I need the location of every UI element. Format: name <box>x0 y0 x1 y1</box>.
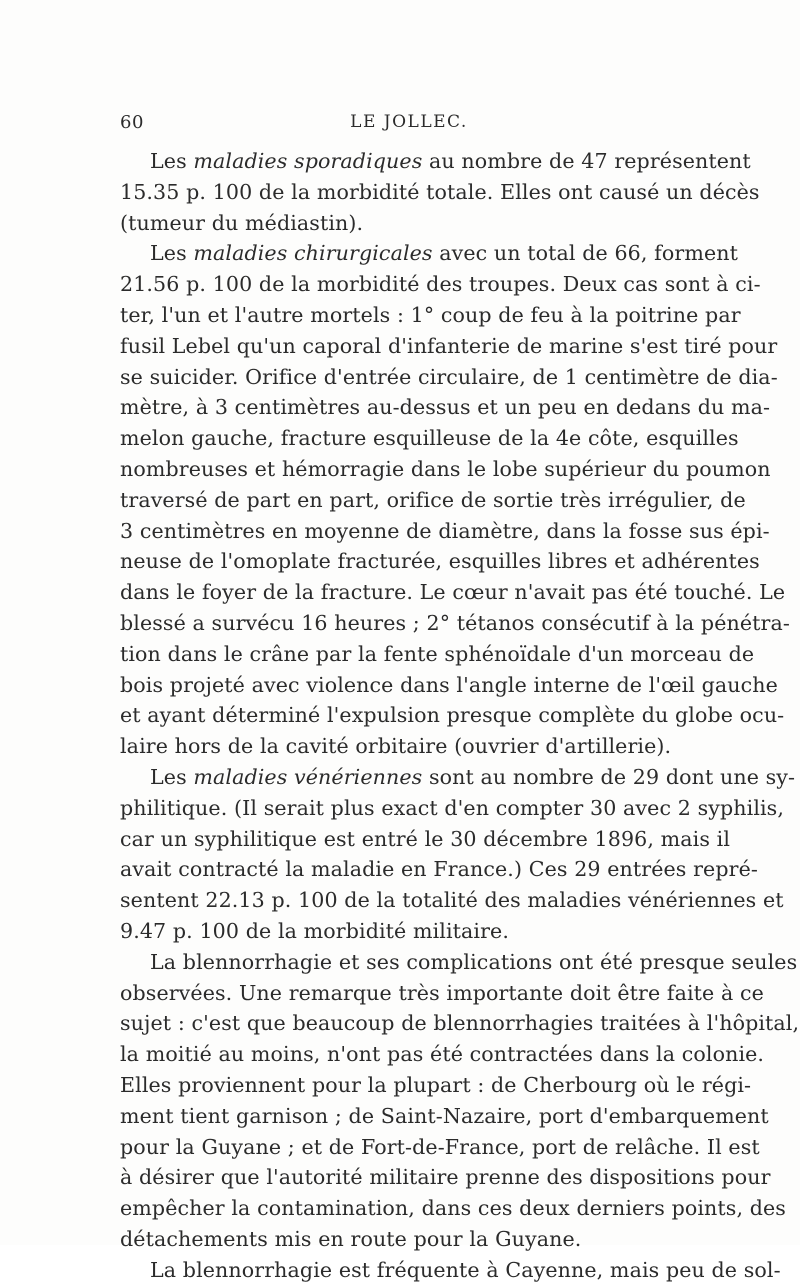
text-line <box>120 1224 698 1255</box>
text-line <box>120 1132 760 1163</box>
text-line <box>120 423 739 454</box>
text-line <box>120 269 761 300</box>
text-line <box>120 1039 765 1070</box>
text-line <box>120 854 758 885</box>
text-segment: blessé a survécu 16 heures ; 2° tétanos consécutif à la pénétra- <box>120 610 790 635</box>
text-line <box>120 454 771 485</box>
text-segment: avec un total de 66, forment <box>432 241 738 266</box>
text-segment: 21.56 p. 100 de la morbidité des troupes. Deux cas sont à ci- <box>120 272 761 297</box>
text-segment: Les <box>150 764 194 789</box>
text-line <box>120 824 731 855</box>
text-line <box>120 700 785 731</box>
text-line <box>120 546 760 577</box>
text-segment: sentent 22.13 p. 100 de la totalité des maladies vénériennes et <box>120 888 784 913</box>
text-segment: sont au nombre de 29 dont une sy- <box>422 764 796 789</box>
text-segment: détachements mis en route pour la Guyane. <box>120 1226 582 1251</box>
text-segment: mètre, à 3 centimètres au-dessus et un peu en dedans du ma- <box>120 395 771 420</box>
text-line <box>120 1101 769 1132</box>
text-line <box>120 1008 800 1039</box>
text-segment: bois projeté avec violence dans l'angle interne de l'œil gauche <box>120 672 778 697</box>
text-line <box>120 608 790 639</box>
text-line <box>120 516 770 547</box>
text-segment: sujet : c'est que beaucoup de blennorrhagies traitées à l'hôpital, <box>120 1011 800 1036</box>
text-line <box>120 793 785 824</box>
body-text <box>120 146 800 1285</box>
text-segment: traversé de part en part, orifice de sortie très irrégulier, de <box>120 487 746 512</box>
text-segment: empêcher la contamination, dans ces deux derniers points, des <box>120 1196 786 1221</box>
text-segment: avait contracté la maladie en France.) Ces 29 entrées repré- <box>120 857 758 882</box>
text-line <box>120 1255 781 1285</box>
text-segment: laire hors de la cavité orbitaire (ouvrier d'artillerie). <box>120 734 672 759</box>
text-segment: Les <box>150 149 194 173</box>
text-line <box>120 762 796 793</box>
page-header <box>120 112 698 136</box>
text-segment: se suicider. Orifice d'entrée circulaire, de 1 centimètre de dia- <box>120 364 778 389</box>
text-line <box>120 978 764 1009</box>
text-segment: tion dans le crâne par la fente sphénoïdale d'un morceau de <box>120 641 755 666</box>
text-segment: la moitié au moins, n'ont pas été contractées dans la colonie. <box>120 1042 765 1067</box>
italic-term: maladies chirurgicales <box>193 241 433 266</box>
text-segment: nombreuses et hémorragie dans le lobe supérieur du poumon <box>120 456 771 481</box>
text-segment: 3 centimètres en moyenne de diamètre, dans la fosse sus épi- <box>120 518 770 543</box>
text-line <box>120 947 798 978</box>
text-line <box>120 731 698 762</box>
text-line <box>120 300 741 331</box>
text-segment: (tumeur du médiastin). <box>120 210 364 235</box>
text-segment: ment tient garnison ; de Saint-Nazaire, port d'embarquement <box>120 1103 769 1128</box>
italic-term: maladies vénériennes <box>193 764 423 789</box>
text-segment: philitique. (Il serait plus exact d'en compter 30 avec 2 syphilis, <box>120 795 785 820</box>
text-segment: au nombre de 47 représentent <box>422 149 751 173</box>
text-segment: et ayant déterminé l'expulsion presque complète du globe ocu- <box>120 703 785 728</box>
page-number: 60 <box>120 112 144 133</box>
text-segment: La blennorrhagie est fréquente à Cayenne, mais peu de sol- <box>150 1257 781 1282</box>
italic-term: maladies sporadiques <box>193 149 423 173</box>
text-line <box>120 392 771 423</box>
text-segment: Elles proviennent pour la plupart : de Cherbourg où le régi- <box>120 1072 752 1097</box>
text-segment: 15.35 p. 100 de la morbidité totale. Elles ont causé un décès <box>120 179 760 204</box>
running-head: LE JOLLEC. <box>350 112 468 132</box>
text-line <box>120 639 755 670</box>
text-segment: melon gauche, fracture esquilleuse de la 4e côte, esquilles <box>120 426 739 451</box>
text-line <box>120 238 738 269</box>
text-segment: Les <box>150 241 194 266</box>
text-segment: 9.47 p. 100 de la morbidité militaire. <box>120 918 509 943</box>
text-segment: dans le foyer de la fracture. Le cœur n'avait pas été touché. Le <box>120 580 786 605</box>
text-line <box>120 1162 771 1193</box>
text-segment: à désirer que l'autorité militaire prenne des dispositions pour <box>120 1165 771 1190</box>
text-line <box>120 1193 786 1224</box>
text-segment: ter, l'un et l'autre mortels : 1° coup de feu à la poitrine par <box>120 302 741 327</box>
text-line <box>120 670 778 701</box>
text-segment: fusil Lebel qu'un caporal d'infanterie de marine s'est tiré pour <box>120 333 778 358</box>
text-line <box>120 362 778 393</box>
text-line <box>120 577 786 608</box>
text-line <box>120 208 698 239</box>
text-line <box>120 1070 752 1101</box>
text-segment: observées. Une remarque très importante doit être faite à ce <box>120 980 764 1005</box>
text-line <box>120 177 760 208</box>
text-line <box>120 331 778 362</box>
text-line <box>120 485 746 516</box>
text-line <box>120 916 698 947</box>
text-line <box>120 146 751 177</box>
text-segment: La blennorrhagie et ses complications ont été presque seules <box>150 949 798 974</box>
text-segment: pour la Guyane ; et de Fort-de-France, port de relâche. Il est <box>120 1134 760 1159</box>
text-line <box>120 885 784 916</box>
text-segment: neuse de l'omoplate fracturée, esquilles libres et adhérentes <box>120 549 760 574</box>
text-segment: car un syphilitique est entré le 30 décembre 1896, mais il <box>120 826 731 851</box>
